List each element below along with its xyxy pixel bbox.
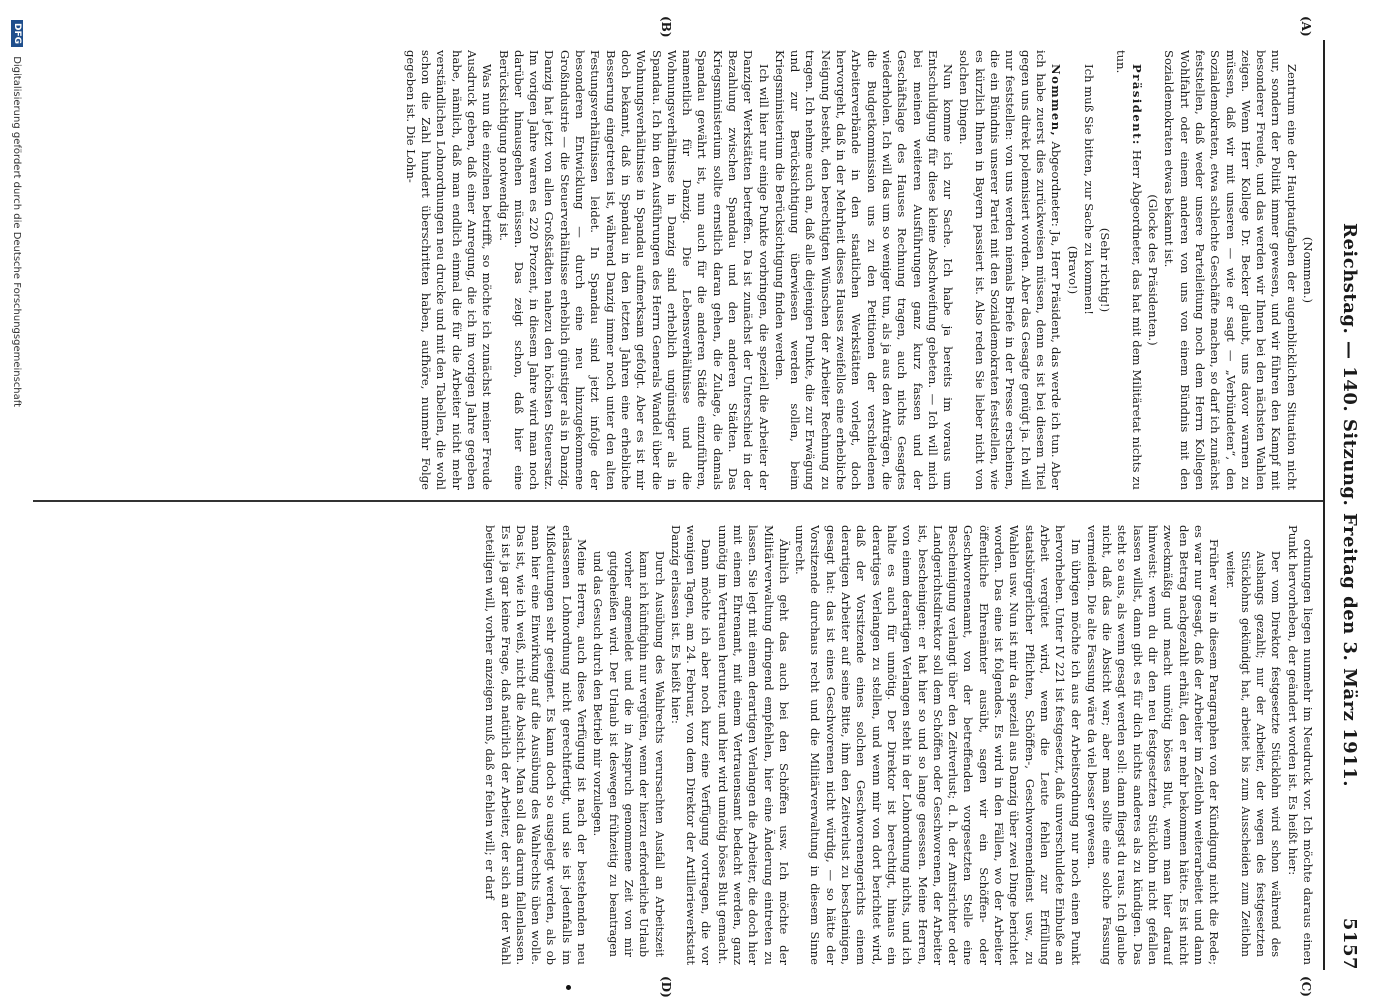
paragraph: Ich will hier nur einige Punkte vorbringen, die speziell die Arbeiter der Danziger Werkstätten betreffen. Da ist zunächst der Unterschied in der Bezahlung zwischen Spandau und den anderen Städten. Das Kriegsministerium sollte ernstlich daran gehen, die Zulage, die damals Spandau gewährt ist, nun auch für die anderen Städte einzuführen, namentlich für Danzig. Die Lebensverhältnisse und die Wohnungsverhältnisse in Danzig sind erheblich ungünstiger als in Spandau. Ich bin den Ausführungen des Herrn Generals Wandel über die Wohnungsverhältnisse in Spandau aufmerksam gefolgt. Aber es ist mir doch bekannt, daß in Spandau in den letzten Jahren eine erhebliche Besserung eingetreten ist, während Danzig immer noch unter den alten Festungsverhältnissen leidet. In Spandau sind jetzt infolge der besonderen Entwicklung — durch eine neu hinzugekommene Großindustrie — die Steuerverhältnisse erheblich günstiger als in Danzig. Danzig hat jetzt von allen Großstädten nahezu den höchsten Steuersatz. Im vorigen Jahre waren es 220 Prozent, in diesem Jahre wird man noch darüber hinausgehen müssen. Das zeigt schon, daß hier eine Berücksichtigung notwendig ist. <box>496 50 771 490</box>
credit-text: Digitalisierung gefördert durch die Deutsche Forschungsgemeinschaft <box>11 56 22 408</box>
dfg-logo: DFG <box>11 20 23 47</box>
speaker-continuation: (Nommen.) <box>1301 236 1315 304</box>
speaker-name: Nommen, <box>1049 64 1064 138</box>
paragraph: Was nun die einzelnen betrifft, so möchte ich zunächst meiner Freude Ausdruck geben, daß einer Anregung, die ich im vorigen Jahre gegeben habe, nämlich, daß man endlich einmal die für die Arbeiter nicht mehr verständlichen Lohnordnungen neu drucke und mit den Tabellen, die wohl schon die Zahl hundert überschritten haben, aufhöre, nunmehr Folge gegeben ist. Die Lohn- <box>403 50 495 490</box>
paragraph: Nun komme ich zur Sache. Ich habe ja bereits im voraus um Entschuldigung für diese kleine Abschweifung gebeten. — Ich will mich bei meinen weiteren Ausführungen ganz kurz fassen und der Geschäftslage des Hauses Rechnung tragen, auch nichts Gesagtes wiederholen. Ich will das um so weniger tun, als ja aus den Anträgen, die die Budgetkommission uns zu den Petitionen der verschiedenen Arbeiterverbände in den staatlichen Werkstätten vorlegt, doch hervorgeht, daß in der Mehrheit dieses Hauses zweifellos eine erhebliche Neigung besteht, den berechtigten Wünschen der Arbeiter Rechnung zu tragen. Ich nehme auch an, daß alle diejenigen Punkte, die zur Erwägung und zur Berücksichtigung überwiesen werden sollen, beim Kriegsministerium die Berücksichtigung finden werden. <box>772 50 956 490</box>
margin-dot <box>566 985 571 990</box>
quoted-regulation: Durch Ausübung des Wahlrechts verursachten Ausfall an Arbeitszeit kann ich künftighin nur vergüten, wenn der hierzu erforderliche Urlaub vorher angemeldet und die in Anspruch genommene Zeit von mir gutgeheißen wird. Der Urlaub ist deswegen frühzeitig zu beantragen und das Gesuch durch den Betrieb mir vorzulegen. <box>591 551 666 957</box>
margin-marker-a: (A) <box>1299 16 1313 37</box>
session-heading: Reichstag. — 140. Sitzung. Freitag den 3. März 1911. <box>1339 222 1360 787</box>
header-rule <box>1323 40 1325 970</box>
speech-text: Abgeordneter: Ja, Herr Präsident, das werde ich tun. Aber ich habe zuerst dies zurückweisen müssen, denn es ist bei diesem Titel gegen uns direkt polemisiert worden. Aber das Gesagte genügt ja. Ich will nur feststellen: von uns werden niemals Briefe in der Presse erscheinen, die ein Bündnis unserer Partei mit den Sozialdemokraten feststellen, wie es kürzlich Ihnen in Bayern passiert ist. Also reden Sie lieber nicht von solchen Dingen. <box>957 50 1064 490</box>
speech-paragraph <box>956 50 1063 490</box>
president-remark <box>1113 50 1144 490</box>
remark-text: Herr Abgeordneter, das hat mit dem Militäretat nichts zu tun. <box>1114 50 1144 490</box>
digitization-credit <box>5 20 23 980</box>
paragraph: Meine Herren, auch diese Verfügung ist nach der bestehenden neu erlassenen Lohnordnung nicht gerechtfertigt, und sie ist jedenfalls im Mißdeutungen sehr geeignet. Es kann doch so ausgelegt werden, als ob man hier eine Einwirkung auf die Ausübung des Wahlrechts üben wolle. Das ist, wie ich weiß, nicht die Absicht. Man soll das darum fallenlassen. Es ist ja gar keine Frage, daß natürlich der Arbeiter, der sich an der Wahl beteiligen will, vorher anzeigen muß, daß er fehlen will; er darf <box>483 525 590 965</box>
page-number: 5157 <box>1339 917 1360 970</box>
margin-marker-b: (B) <box>659 16 673 38</box>
paragraph: Zentrum eine der Hauptaufgaben der augenblicklichen Situation nicht nur, sondern der Politik immer gewesen, und wir führen den Kampf mit besonderer Freude, und das werden wir Ihnen bei den nächsten Wahlen zeigen. Wenn Herr Kollege Dr. Becker glaubt, uns davor warnen zu müssen, daß wir mit unseren — wie er sagt — „Verbündeten“, den Sozialdemokraten, etwa schlechte Geschäfte machen, so darf ich zunächst feststellen, daß weder unsere Parteileitung noch dem Herrn Kollegen Wohlfahrt oder einem anderen von uns von einem Bündnis mit den Sozialdemokraten etwas bekannt ist. <box>1162 50 1299 490</box>
paragraph: Früher war in diesem Paragraphen von der Kündigung nicht die Rede; es war nur gesagt, daß der Arbeiter im Zeitlohn weiterarbeitet und dann den Betrag nachgezahlt erhält, den er mehr bekommen hätte. Es ist nicht zweckmäßig und macht unnötig böses Blut, wenn man hier darauf hinweist: wenn du dir den neu festgesetzten Stücklohn nicht gefallen lassen willst, dann gibt es für dich nichts anderes als zu kündigen. Das steht so aus, als wenn gesagt werden soll: dann fliegst du raus. Ich glaube nicht, daß das die Absicht war; aber man sollte eine solche Fassung vermeiden. Die alte Fassung wäre da viel besser gewesen. <box>1084 525 1222 965</box>
page-header <box>1328 40 1368 970</box>
paragraph: Im übrigen möchte ich aus der Arbeitsordnung nur noch einen Punkt hervorheben. Unter IV 221 ist festgesetzt, daß unverschuldete Einbuße an Arbeit vergütet wird, wenn die Leute fehlen zur Erfüllung staatsbürgerlicher Pflichten, Schöffen-, Geschworenendienst usw., zu Wahlen usw. Nun ist mir da speziell aus Danzig über zwei Dinge berichtet worden. Das eine ist folgendes. Es wird in den Fällen, wo der Arbeiter öffentliche Ehrenämter ausübt, sagen wir ein Schöffen- oder Geschworenenamt, von der betreffenden vorgesetzten Stelle eine Bescheinigung verlangt über den Zeitverlust; d. h. der Amtsrichter oder Landgerichtsdirektor soll dem Schöffen oder Geschworenen, der Arbeiter ist, bescheinigen: er hat hier so und so lange gesessen. Meine Herren, von einem derartigen Verlangen steht in der Lohnordnung nichts, und ich halte es auch für unnötig. Der Direktor ist berechtigt, hinaus ein derartiges Verlangen zu stellen, und wenn mir von dort berichtet wird, daß der Vorsitzende eines solchen Geschworenengerichts einem derartigen Arbeiter auf seine Bitte, ihm den Zeitverlust zu bescheinigen, gesagt hat: das ist eines Geschworenen nicht würdig, — so hätte der Vorsitzende durchaus recht und die Militärverwaltung in diesem Sinne unrecht. <box>793 525 1083 965</box>
left-column <box>45 50 1315 490</box>
quoted-regulation: Der vom Direktor festgesetzte Stücklohn wird schon während des Aushangs gezahlt; nur der Arbeiter, der wegen des festgesetzten Stücklohns gekündigt hat, arbeitet bis zum Ausscheiden zum Zeitlohn weiter. <box>1223 551 1283 957</box>
column-divider <box>33 500 1323 502</box>
paragraph: Dann möchte ich aber noch kurz eine Verfügung vortragen, die vor wenigen Tagen, am 24. Februar, von dem Direktor der Artilleriewerkstatt Danzig erlassen ist. Es heißt hier: <box>668 525 714 965</box>
interjection: (Bravo!) <box>1065 245 1080 295</box>
margin-marker-c: (C) <box>1299 976 1313 997</box>
interjection: (Glocke des Präsidenten.) <box>1146 194 1161 346</box>
margin-marker-d: (D) <box>659 976 673 998</box>
paragraph: Ich muß Sie bitten, zur Sache zu kommen! <box>1081 64 1096 315</box>
interjection: (Sehr richtig!) <box>1098 227 1113 313</box>
right-column <box>45 525 1315 965</box>
speaker-name: Präsident: <box>1129 64 1144 146</box>
paragraph: ordnungen liegen nunmehr im Neudruck vor. Ich möchte daraus einen Punkt hervorheben, der geändert worden ist. Es heißt hier: <box>1285 525 1315 965</box>
paragraph: Ähnlich geht das auch bei den Schöffen usw. Ich möchte der Militärverwaltung dringend empfehlen, hier eine Änderung eintreten zu lassen. Sie legt mit einem derartigen Verlangen die Arbeiter, die doch hier mit einem Ehrenamt, mit einem Vertrauensamt bedacht werden, ganz unnötig im Vertrauen herunter, und hier wird unnötig böses Blut gemacht. <box>715 525 791 965</box>
